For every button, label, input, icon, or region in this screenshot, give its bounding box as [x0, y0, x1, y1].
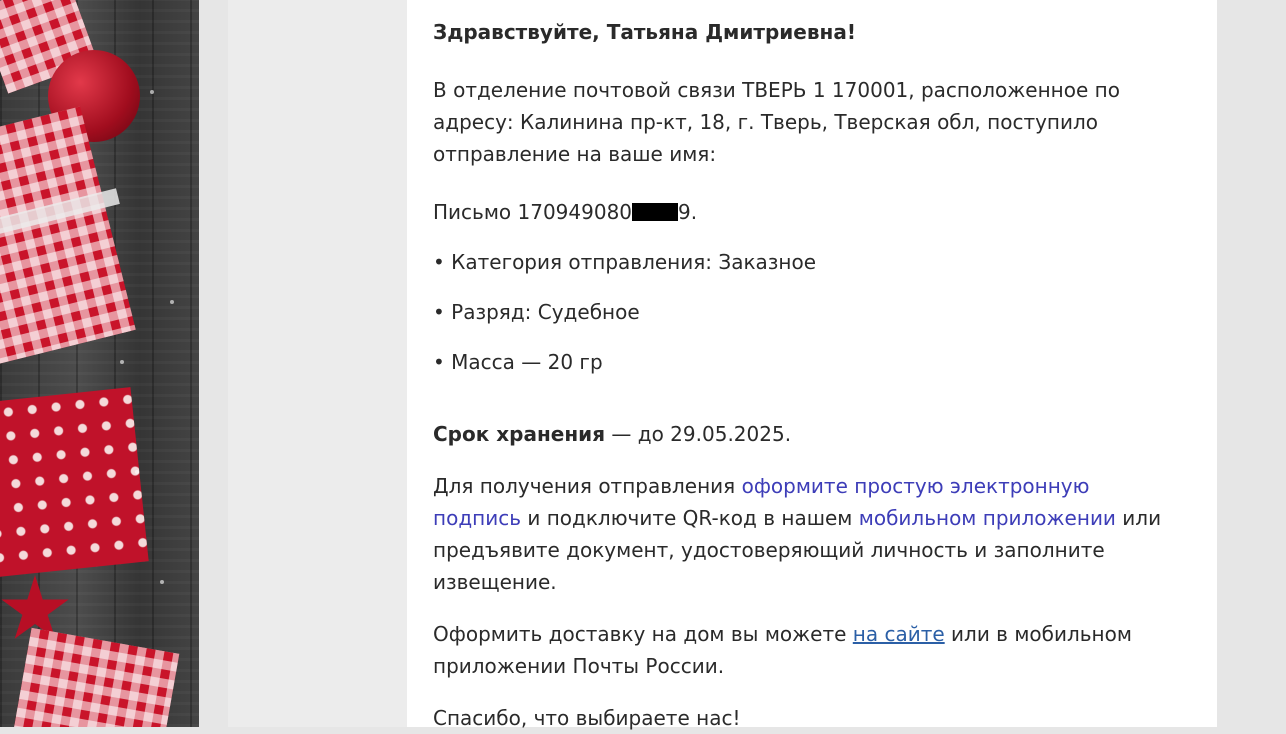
mobile-app-link[interactable]: мобильном приложении [858, 506, 1116, 530]
storage-period [433, 418, 1173, 450]
delivery-text-2: или в мобильном приложении Почты России. [433, 622, 1132, 678]
website-link[interactable]: на сайте [852, 622, 945, 646]
letter-number [433, 196, 1173, 228]
redacted-block [632, 203, 678, 221]
receive-text-2: и подключите QR-код в нашем [521, 506, 859, 530]
letter-number-prefix: Письмо 170949080 [433, 200, 633, 224]
delivery-text-1: Оформить доставку на дом вы можете [433, 622, 853, 646]
email-body-card [407, 0, 1217, 730]
email-gutter [228, 0, 407, 727]
receive-text-1: Для получения отправления [433, 474, 742, 498]
item-weight: • Масса — 20 гр [433, 350, 603, 374]
receive-text-3: или предъявите документ, удостоверяющий личность и заполните извещение. [433, 506, 1162, 594]
greeting: Здравствуйте, Татьяна Дмитриевна! [433, 20, 856, 44]
gift-box-checkered-bottom [11, 628, 180, 727]
letter-number-suffix: 9. [678, 200, 698, 224]
snowflake [135, 470, 139, 474]
snowflake [160, 580, 164, 584]
snowflake [120, 360, 124, 364]
email-content [433, 12, 1173, 734]
delivery-paragraph [433, 618, 1173, 682]
signature-link[interactable]: оформите простую электронную подпись [433, 474, 1090, 530]
snowflake [150, 90, 154, 94]
storage-label: Срок хранения [433, 422, 606, 446]
right-margin [1217, 0, 1286, 727]
receive-instructions [433, 470, 1173, 598]
thanks-text: Спасибо, что выбираете нас! [433, 706, 741, 730]
gift-box-polka-dot [0, 387, 149, 578]
snowflake [170, 300, 174, 304]
intro-paragraph: В отделение почтовой связи ТВЕРЬ 1 170001, расположенное по адресу: Калинина пр-кт, 18, г. Тверь, Тверская обл, поступило отправление на ваше имя: [433, 78, 1120, 166]
item-category: • Категория отправления: Заказное [433, 250, 817, 274]
storage-date: — до 29.05.2025. [605, 422, 792, 446]
gift-box-checkered-middle [0, 106, 136, 363]
item-rank: • Разряд: Судебное [433, 300, 640, 324]
decorative-holiday-photo [0, 0, 199, 727]
